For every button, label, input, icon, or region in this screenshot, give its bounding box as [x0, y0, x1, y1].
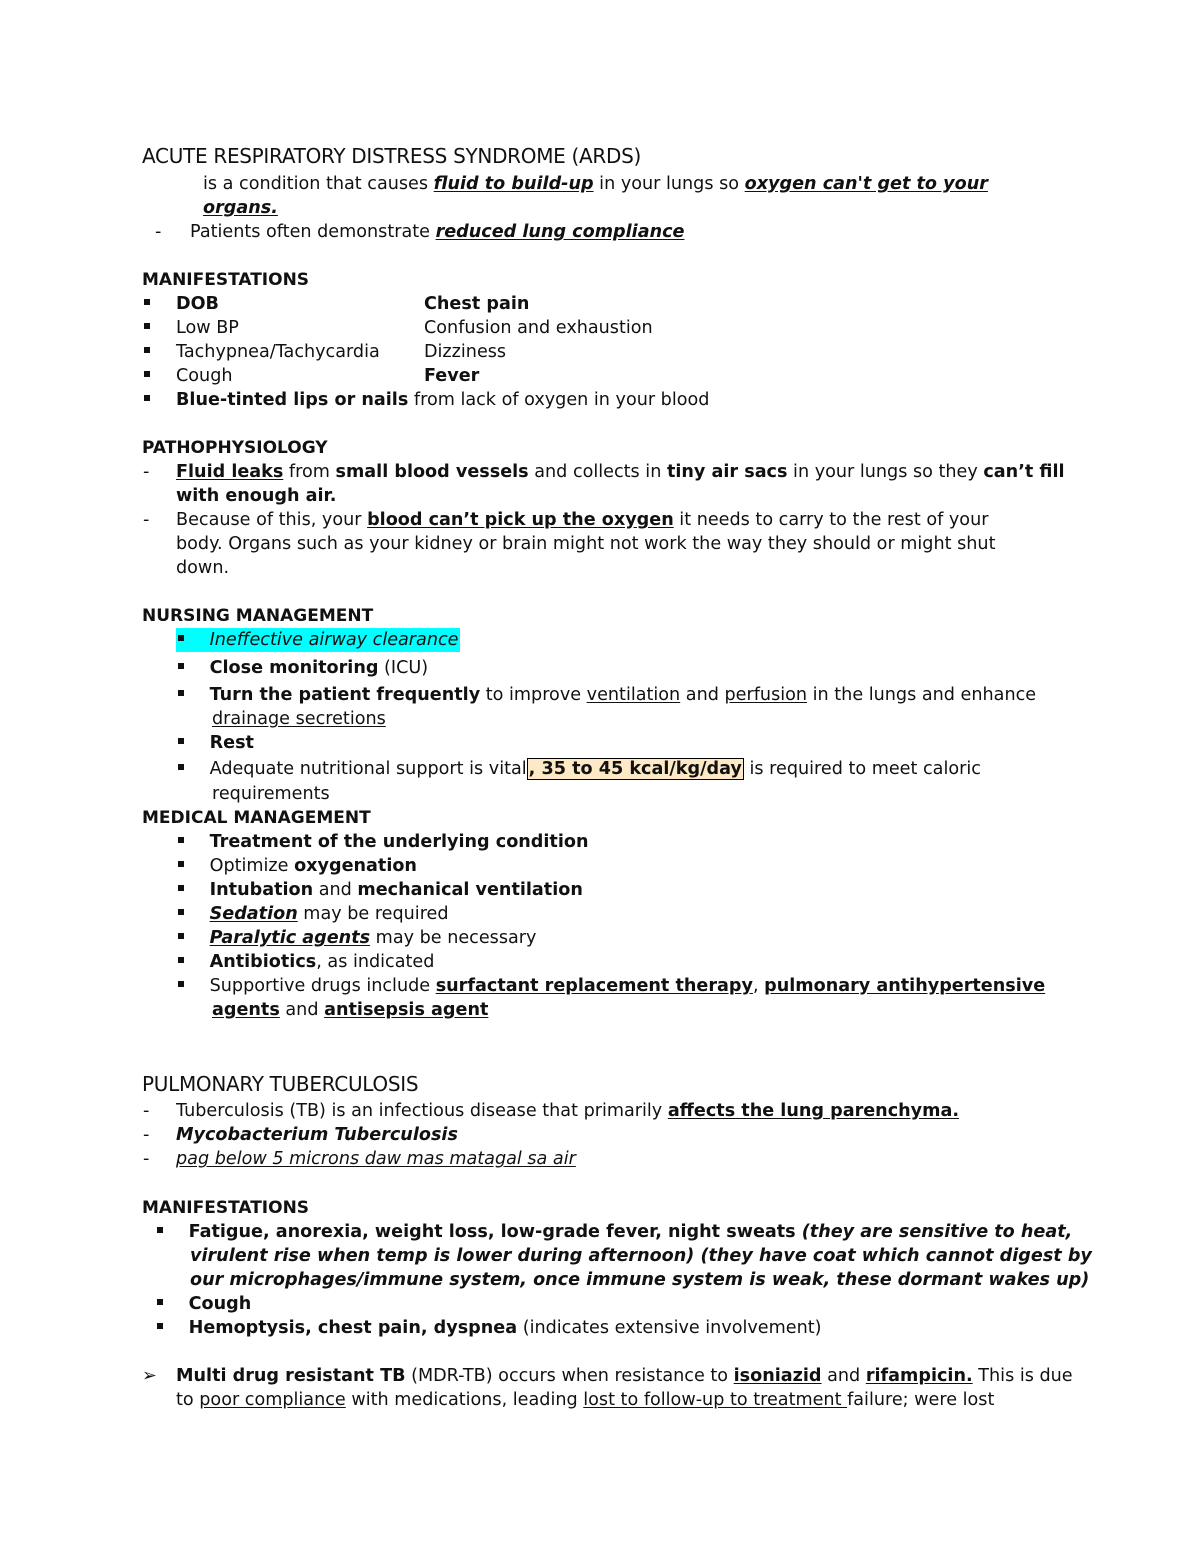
medical-row [178, 830, 589, 854]
bullet-square-icon [144, 395, 150, 401]
tb-hemoptysis: Hemoptysis, chest pain, dyspnea [188, 1318, 518, 1338]
nursing-kcal: , 35 to 45 kcal/kg/day [528, 759, 742, 779]
tb-hemoptysis-note: (indicates extensive involvement) [517, 1318, 822, 1338]
tb-text: to [176, 1390, 200, 1410]
medical-text: Optimize [209, 856, 295, 876]
bullet-square-icon [178, 909, 184, 915]
bullet-square-icon [178, 933, 184, 939]
medical-intubation: Intubation [209, 880, 314, 900]
medical-pulm: pulmonary antihypertensive [764, 976, 1046, 996]
medical-text: may be necessary [370, 928, 537, 948]
tb-fatigue-note-3: our microphages/immune system, once immune system is weak, these dormant wakes up) [190, 1270, 1090, 1290]
tb-fatigue: Fatigue, anorexia, weight loss, low-grade fever, night sweats [188, 1222, 802, 1242]
bullet-square-icon [178, 738, 184, 744]
nursing-required: is required to meet caloric [743, 759, 981, 779]
tb-text: failure; were lost [847, 1390, 995, 1410]
tb-lost-follow-up: lost to follow-up to treatment [583, 1390, 848, 1410]
manifestation-dob: DOB [176, 294, 219, 314]
tb-parenchyma: affects the lung parenchyma. [667, 1101, 960, 1121]
medical-heading: MEDICAL MANAGEMENT [142, 808, 371, 828]
nursing-icu: (ICU) [378, 658, 429, 678]
bullet-square-icon [178, 635, 184, 641]
medical-text: , as indicated [316, 952, 435, 972]
manifestation-blue: Blue-tinted lips or nails [176, 390, 409, 410]
manifestation-row [144, 292, 1044, 316]
patho-cant: can’t fill [983, 462, 1065, 482]
medical-row [178, 950, 434, 974]
tb-manifestation-row [157, 1220, 1072, 1244]
manifestation-fever: Fever [424, 366, 480, 386]
bullet-square-icon [144, 323, 150, 329]
ards-definition-line1 [203, 172, 988, 196]
bullet-square-icon [178, 981, 184, 987]
tb-text: with medications, leading [345, 1390, 584, 1410]
medical-agents: agents [212, 1000, 280, 1020]
tb-manifestations-heading: MANIFESTATIONS [142, 1198, 310, 1218]
tb-manifestation-row [157, 1316, 822, 1340]
nursing-drainage: drainage secretions [212, 709, 386, 729]
patho-tiny: tiny air sacs [666, 462, 788, 482]
medical-treatment: Treatment of the underlying condition [209, 832, 589, 852]
manifestation-row [144, 388, 1044, 412]
bullet-square-icon [178, 837, 184, 843]
medical-text: and [313, 880, 358, 900]
def-fluid: fluid to build-up [433, 174, 594, 194]
medical-row [178, 974, 1045, 998]
ards-definition-line2: organs. [203, 198, 278, 218]
medical-row [178, 902, 449, 926]
tb-mdr-line2 [176, 1388, 994, 1412]
manifestation-chest-pain: Chest pain [424, 294, 530, 314]
patho-text: it needs to carry to the rest of your [673, 510, 989, 530]
nursing-turn: Turn the patient frequently [209, 685, 481, 705]
tb-fatigue-note: (they are sensitive to heat, [801, 1222, 1073, 1242]
nursing-text: in the lungs and enhance [807, 685, 1037, 705]
ards-title: ACUTE RESPIRATORY DISTRESS SYNDROME (ARDS) [142, 144, 642, 168]
patho-line4: body. Organs such as your kidney or brain might not work the way they should or might shut [176, 534, 996, 554]
tb-mdr: Multi drug resistant TB [176, 1366, 406, 1386]
medical-text: and [279, 1000, 325, 1020]
patho-small: small blood vessels [335, 462, 529, 482]
patho-text: from [283, 462, 336, 482]
medical-text: may be required [297, 904, 449, 924]
medical-sedation: Sedation [209, 904, 298, 924]
nursing-close: Close monitoring [209, 658, 379, 678]
dash-bullet: - [143, 1149, 150, 1169]
tb-microns: pag below 5 microns daw mas matagal sa air [176, 1149, 576, 1169]
medical-row [178, 926, 536, 950]
dash-bullet: - [143, 462, 150, 482]
patho-text: in your lungs so they [787, 462, 984, 482]
def-text2: in your lungs so [593, 174, 745, 194]
medical-row [178, 854, 417, 878]
patients-compliance: reduced lung compliance [435, 222, 685, 242]
manifestation-cough: Cough [176, 366, 233, 386]
manifestation-row [144, 364, 1044, 388]
medical-oxygenation: oxygenation [294, 856, 417, 876]
medical-antisepsis: antisepsis agent [324, 1000, 489, 1020]
medical-paralytic: Paralytic agents [209, 928, 371, 948]
def-text: is a condition that causes [203, 174, 434, 194]
tb-mycobacterium: Mycobacterium Tuberculosis [176, 1125, 458, 1145]
ards-manifestations-heading: MANIFESTATIONS [142, 270, 310, 290]
medical-row [178, 878, 583, 902]
bullet-square-icon [178, 764, 184, 770]
tb-fatigue-note-2: virulent rise when temp is lower during afternoon) (they have coat which cannot digest by [190, 1246, 1092, 1266]
medical-mech: mechanical ventilation [357, 880, 583, 900]
bullet-square-icon [157, 1299, 163, 1305]
dash-bullet: - [143, 1125, 150, 1145]
patho-text: and collects in [528, 462, 667, 482]
nursing-ventilation: ventilation [586, 685, 681, 705]
nursing-heading: NURSING MANAGEMENT [142, 606, 374, 626]
manifestation-row [144, 316, 1044, 340]
tb-cough: Cough [188, 1294, 252, 1314]
manifestation-confusion: Confusion and exhaustion [424, 318, 653, 338]
nursing-rest: Rest [209, 733, 254, 753]
nursing-ineffective: Ineffective airway clearance [209, 630, 459, 650]
def-oxygen: oxygen can't get to your [744, 174, 988, 194]
patho-line2: with enough air. [176, 486, 337, 506]
bullet-square-icon [144, 371, 150, 377]
nursing-row [178, 731, 254, 755]
tb-line1 [176, 1099, 959, 1123]
patho-line1 [176, 460, 1065, 484]
nursing-ineffective-row [176, 628, 460, 652]
nursing-perfusion: perfusion [724, 685, 808, 705]
tb-isoniazid: isoniazid [733, 1366, 822, 1386]
tb-text: Tuberculosis (TB) is an infectious disease that primarily [176, 1101, 668, 1121]
manifestation-tachy: Tachypnea/Tachycardia [176, 342, 380, 362]
bullet-square-icon [178, 885, 184, 891]
manifestation-blue-rest: from lack of oxygen in your blood [408, 390, 710, 410]
dash-bullet: - [143, 1101, 150, 1121]
arrow-bullet-icon: ➢ [142, 1366, 157, 1386]
medical-text: Supportive drugs include [209, 976, 436, 996]
patho-line5: down. [176, 558, 230, 578]
patho-fluid: Fluid leaks [176, 462, 284, 482]
patho-line3 [176, 508, 988, 532]
manifestation-dizziness: Dizziness [424, 342, 507, 362]
bullet-square-icon [178, 957, 184, 963]
nursing-row [178, 757, 981, 781]
nursing-row [178, 683, 1036, 707]
bullet-square-icon [157, 1227, 163, 1233]
patho-blood: blood can’t pick up the oxygen [367, 510, 674, 530]
bullet-square-icon [178, 861, 184, 867]
bullet-square-icon [178, 690, 184, 696]
ards-patients [190, 220, 684, 244]
patients-text: Patients often demonstrate [190, 222, 436, 242]
medical-text: , [752, 976, 765, 996]
medical-supportive-cont [212, 998, 488, 1022]
dash-bullet: - [155, 222, 162, 242]
nursing-row [178, 656, 428, 680]
nursing-requirements: requirements [212, 784, 330, 804]
tb-text: (MDR-TB) occurs when resistance to [405, 1366, 734, 1386]
manifestation-low-bp: Low BP [176, 318, 239, 338]
manifestation-row [144, 340, 1044, 364]
tb-text: This is due [972, 1366, 1073, 1386]
nursing-text: and [680, 685, 725, 705]
bullet-square-icon [157, 1323, 163, 1329]
medical-surfactant: surfactant replacement therapy [435, 976, 753, 996]
tb-manifestation-row [157, 1292, 251, 1316]
dash-bullet: - [143, 510, 150, 530]
bullet-square-icon [144, 299, 150, 305]
bullet-square-icon [178, 663, 184, 669]
tb-title: PULMONARY TUBERCULOSIS [142, 1072, 419, 1096]
tb-text: and [821, 1366, 866, 1386]
tb-mdr-line1 [176, 1364, 1073, 1388]
tb-rifampicin: rifampicin. [865, 1366, 973, 1386]
patho-text: Because of this, your [176, 510, 368, 530]
nursing-text: to improve [480, 685, 587, 705]
bullet-square-icon [144, 347, 150, 353]
pathophysiology-heading: PATHOPHYSIOLOGY [142, 438, 328, 458]
tb-poor-compliance: poor compliance [199, 1390, 346, 1410]
nursing-adequate: Adequate nutritional support is vital [209, 759, 527, 779]
medical-antibiotics: Antibiotics [209, 952, 317, 972]
